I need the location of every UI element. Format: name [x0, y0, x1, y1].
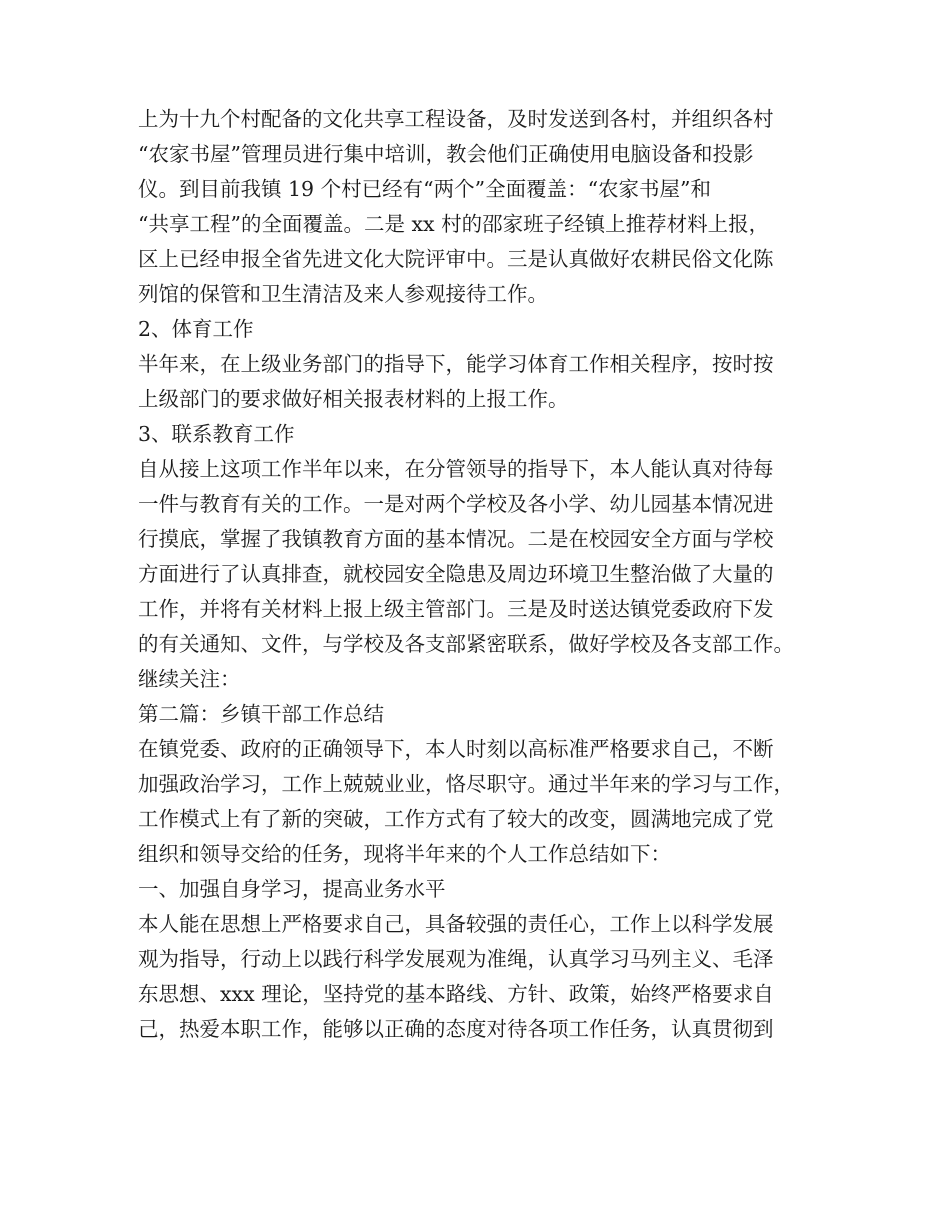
text-line: 东思想、xxx 理论，坚持党的基本路线、方针、政策，始终严格要求自	[138, 982, 774, 1006]
text-line: 方面进行了认真排查，就校园安全隐患及周边环境卫生整治做了大量的	[138, 562, 774, 586]
section-heading-study: 一、加强自身学习，提高业务水平	[138, 877, 446, 901]
section-heading-education: 3、联系教育工作	[138, 422, 295, 446]
section-heading-sports: 2、体育工作	[138, 317, 254, 341]
text-line: 己，热爱本职工作，能够以正确的态度对待各项工作任务，认真贯彻到	[138, 1017, 774, 1041]
text-line: 列馆的保管和卫生清洁及来人参观接待工作。	[138, 282, 548, 306]
text-line: 的有关通知、文件，与学校及各支部紧密联系，做好学校及各支部工作。	[138, 632, 794, 656]
text-line: 一件与教育有关的工作。一是对两个学校及各小学、幼儿园基本情况进	[138, 492, 774, 516]
text-line: “共享工程”的全面覆盖。二是 xx 村的邵家班子经镇上推荐材料上报，	[138, 212, 770, 236]
text-line: 上级部门的要求做好相关报表材料的上报工作。	[138, 387, 569, 411]
article-title-second: 第二篇：乡镇干部工作总结	[138, 702, 384, 726]
document-body	[138, 102, 828, 1047]
text-line: 观为指导，行动上以践行科学发展观为准绳，认真学习马列主义、毛泽	[138, 947, 774, 971]
text-line: 半年来，在上级业务部门的指导下，能学习体育工作相关程序，按时按	[138, 352, 774, 376]
text-line: 区上已经申报全省先进文化大院评审中。三是认真做好农耕民俗文化陈	[138, 247, 774, 271]
text-line: 组织和领导交给的任务，现将半年来的个人工作总结如下：	[138, 842, 671, 866]
text-line: 仪。到目前我镇 19 个村已经有“两个”全面覆盖：“农家书屋”和	[138, 177, 712, 201]
text-line: 工作模式上有了新的突破，工作方式有了较大的改变，圆满地完成了党	[138, 807, 774, 831]
text-line: 上为十九个村配备的文化共享工程设备，及时发送到各村，并组织各村	[138, 107, 774, 131]
text-line: 自从接上这项工作半年以来，在分管领导的指导下，本人能认真对待每	[138, 457, 774, 481]
text-line: 在镇党委、政府的正确领导下，本人时刻以高标准严格要求自己，不断	[138, 737, 774, 761]
text-line: 行摸底，掌握了我镇教育方面的基本情况。二是在校园安全方面与学校	[138, 527, 774, 551]
text-line: 加强政治学习，工作上兢兢业业，恪尽职守。通过半年来的学习与工作，	[138, 772, 794, 796]
text-line: “农家书屋”管理员进行集中培训，教会他们正确使用电脑设备和投影	[138, 142, 754, 166]
text-line: 本人能在思想上严格要求自己，具备较强的责任心，工作上以科学发展	[138, 912, 774, 936]
continue-label: 继续关注：	[138, 667, 241, 691]
text-line: 工作，并将有关材料上报上级主管部门。三是及时送达镇党委政府下发	[138, 597, 774, 621]
